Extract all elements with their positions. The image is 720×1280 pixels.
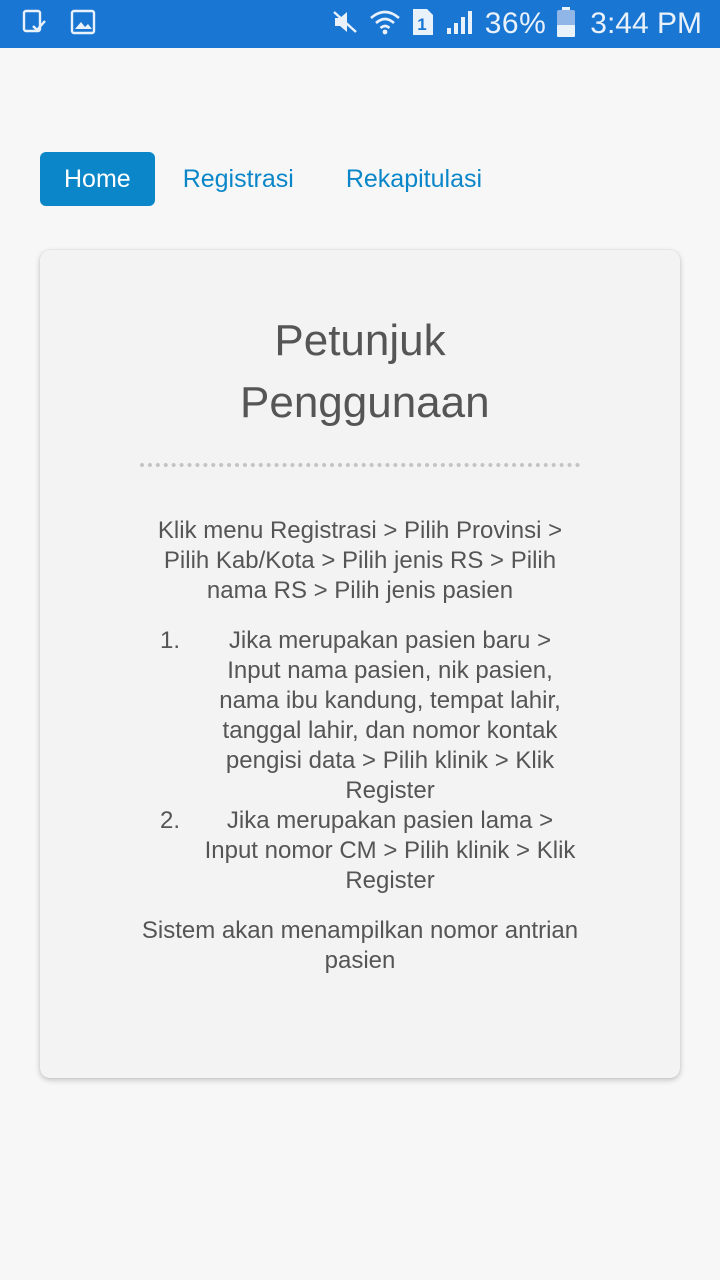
tab-registrasi[interactable]: Registrasi [182, 164, 294, 193]
intro-text: Klik menu Registrasi > Pilih Provinsi > Pilih Kab/Kota > Pilih jenis RS > Pilih nama RS > Pilih jenis pasien [157, 517, 563, 604]
svg-text:1: 1 [416, 14, 427, 34]
tab-rekapitulasi[interactable]: Rekapitulasi [345, 164, 483, 193]
clock: 3:44 PM [590, 7, 702, 40]
wifi-icon [369, 8, 401, 41]
signal-icon [445, 8, 475, 41]
step-text: Jika merupakan pasien baru > Input nama pasien, nik pasien, nama ibu kandung, tempat lahir, tanggal lahir, dan nomor kontak pengisi data > Pilih klinik > Klik Register [219, 627, 561, 804]
battery-icon [556, 6, 576, 43]
status-bar [0, 0, 720, 48]
card-title: Petunjuk Penggunaan [240, 316, 490, 427]
instructions-card [40, 250, 680, 1078]
sim-icon [411, 7, 435, 42]
battery-percent: 36% [484, 7, 547, 40]
steps-list [140, 626, 580, 896]
screenshot-icon [20, 8, 48, 41]
tab-home[interactable]: Home [40, 152, 155, 206]
list-item [140, 626, 580, 806]
mute-icon [331, 8, 359, 41]
step-number: 2. [160, 807, 181, 834]
image-icon [70, 9, 96, 40]
nav-tabs [40, 152, 510, 206]
list-item [140, 806, 580, 896]
divider [140, 463, 580, 467]
step-number: 1. [160, 627, 181, 654]
step-text: Jika merupakan pasien lama > Input nomor CM > Pilih klinik > Klik Register [204, 807, 576, 894]
outro-text: Sistem akan menampilkan nomor antrian pasien [141, 917, 579, 974]
